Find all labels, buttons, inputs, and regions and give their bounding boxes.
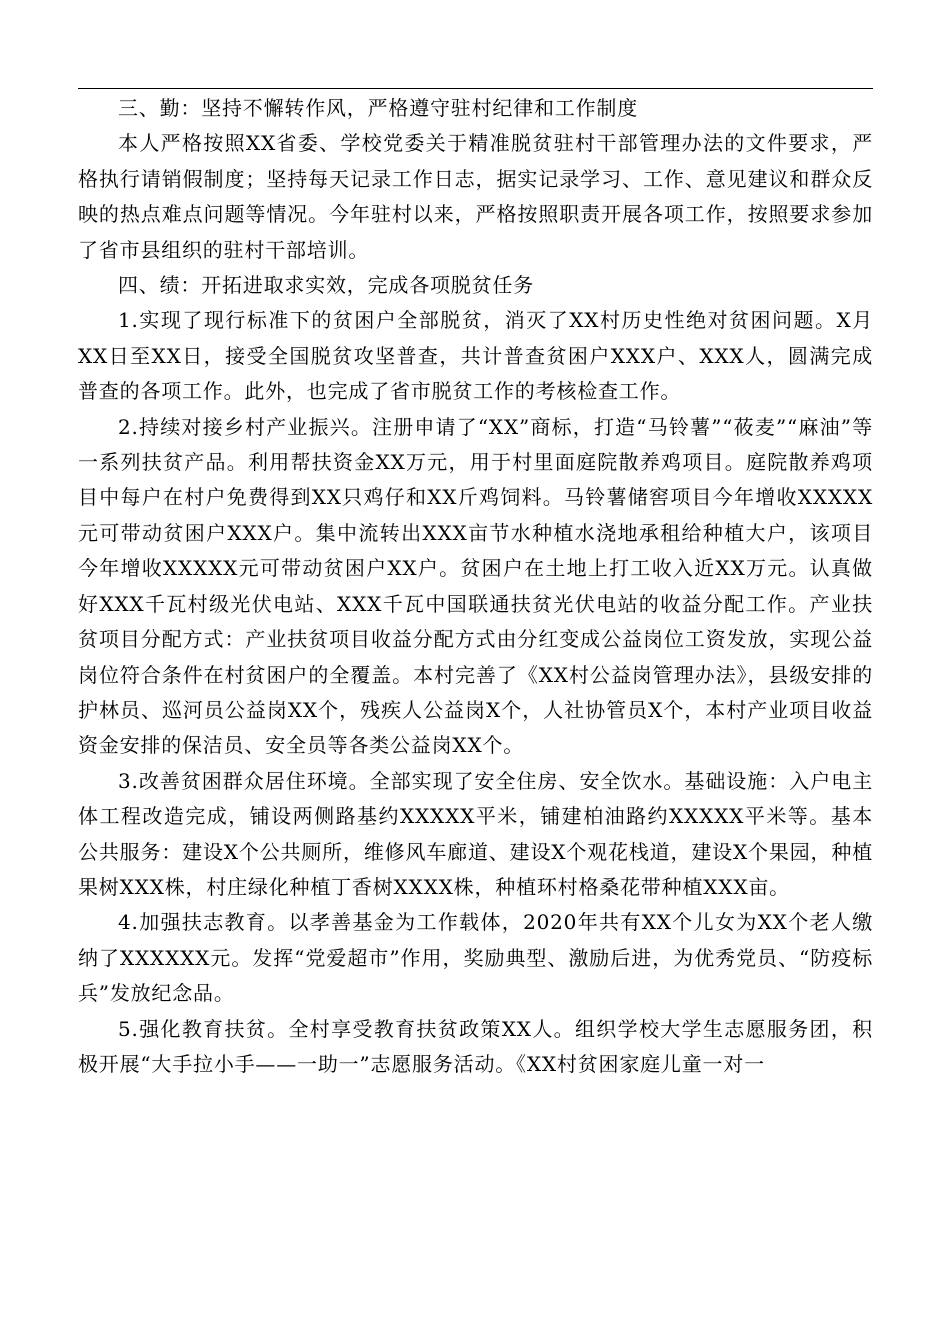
paragraph-item-3: 3.改善贫困群众居住环境。全部实现了安全住房、安全饮水。基础设施：入户电主体工程改造完成，铺设两侧路基约XXXXX平米，铺建柏油路约XXXXX平米等。基本公共服务：建设X个公共厕所，维修风车廊道、建设X个观花栈道，建设X个果园，种植果树XXX株，村庄绿化种植丁香树XXXX株，种植环村格桑花带种植XXX亩。	[78, 768, 873, 899]
paragraph-item-2: 2.持续对接乡村产业振兴。注册申请了“XX”商标，打造“马铃薯”“莜麦”“麻油”等一系列扶贫产品。利用帮扶资金XX万元，用于村里面庭院散养鸡项目。庭院散养鸡项目中每户在村户免费得到XX只鸡仔和XX斤鸡饲料。马铃薯储窖项目今年增收XXXXX元可带动贫困户XXX户。集中流转出XXX亩节水种植水浇地承租给种植大户，该项目今年增收XXXXX元可带动贫困户XX户。贫困户在土地上打工收入近XX万元。认真做好XXX千瓦村级光伏电站、XXX千瓦中国联通扶贫光伏电站的收益分配工作。产业扶贫项目分配方式：产业扶贫项目收益分配方式由分红变成公益岗位工资发放，实现公益岗位符合条件在村贫困户的全覆盖。本村完善了《XX村公益岗管理办法》，县级安排的护林员、巡河员公益岗XX个，残疾人公益岗X个，人社协管员X个，本村产业项目收益资金安排的保洁员、安全员等各类公益岗XX个。	[78, 414, 873, 758]
section-heading-diligence: 三、勤：坚持不懈转作风，严格遵守驻村纪律和工作制度	[118, 96, 638, 120]
section-heading-achievements: 四、绩：开拓进取求实效，完成各项脱贫任务	[118, 273, 534, 298]
paragraph-discipline: 本人严格按照XX省委、学校党委关于精准脱贫驻村干部管理办法的文件要求，严格执行请销假制度；坚持每天记录工作日志，据实记录学习、工作、意见建议和群众反映的热点难点问题等情况。今年驻村以来，严格按照职责开展各项工作，按照要求参加了省市县组织的驻村干部培训。	[78, 131, 873, 262]
header-rule	[78, 88, 873, 89]
paragraph-item-4: 4.加强扶志教育。以孝善基金为工作载体，2020年共有XX个儿女为XX个老人缴纳了XXXXXX元。发挥“党爱超市”作用，奖励典型、激励后进，为优秀党员、“防疫标兵”发放纪念品。	[78, 910, 873, 1006]
document-body	[78, 91, 873, 1082]
paragraph-item-5: 5.强化教育扶贫。全村享受教育扶贫政策XX人。组织学校大学生志愿服务团，积极开展“大手拉小手——一助一”志愿服务活动。《XX村贫困家庭儿童一对一	[78, 1016, 873, 1076]
paragraph-item-1: 1.实现了现行标准下的贫困户全部脱贫，消灭了XX村历史性绝对贫困问题。X月XX日至XX日，接受全国脱贫攻坚普查，共计普查贫困户XXX户、XXX人，圆满完成普查的各项工作。此外，也完成了省市脱贫工作的考核检查工作。	[78, 308, 873, 404]
